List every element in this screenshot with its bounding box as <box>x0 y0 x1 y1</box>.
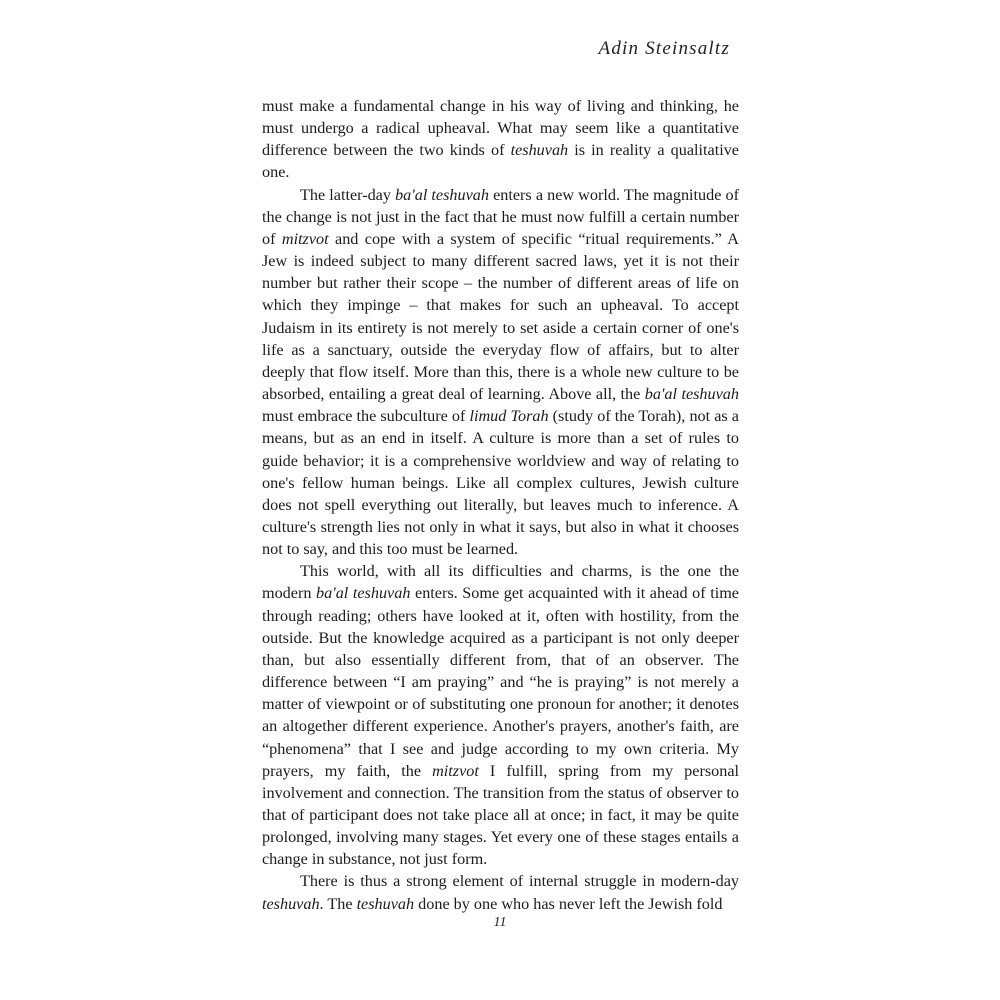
text-run: is in reality a qualitative one. <box>262 141 739 182</box>
italic-term: ba'al teshuvah <box>395 185 489 204</box>
text-run: This world, with all its difficulties and charms, is the one the modern <box>262 562 739 603</box>
paragraph-4 <box>262 870 739 914</box>
page-number: 11 <box>493 915 507 930</box>
italic-term: teshuvah <box>262 894 320 913</box>
italic-term: ba'al teshuvah <box>644 385 739 404</box>
paragraph-2 <box>262 184 739 561</box>
text-run: (study of the Torah), not as a means, but as an end in itself. A culture is more than a set of rules to guide behavior; it is a comprehensive worldview and way of relating to one's fellow human beings. Like all complex cultures, Jewish culture does not spell everything out literally, but leaves much to inference. A culture's strength lies not only in what it says, but also in what it chooses not to say, and this too must be learned. <box>262 407 739 559</box>
italic-term: teshuvah <box>356 894 415 913</box>
italic-term: limud Torah <box>469 407 549 426</box>
running-head: Adin Steinsaltz <box>598 38 730 59</box>
text-run: enters. Some get acquainted with it ahead of time through reading; others have looked at it, often with hostility, from the outside. But the knowledge acquired as a participant is not only deeper than, but also essentially different from, that of an observer. The difference between “I am praying” and “he is praying” is not merely a matter of viewpoint or of substituting one pronoun for another; it denotes an altogether different experience. Another's prayers, another's faith, are “phenomena” that I see and judge according to my own criteria. My prayers, my faith, the <box>262 584 739 780</box>
text-run: . The <box>319 894 357 913</box>
italic-term: mitzvot <box>281 229 329 248</box>
italic-term: teshuvah <box>510 141 569 160</box>
text-run: must embrace the subculture of <box>262 407 470 426</box>
text-run: There is thus a strong element of internal struggle in modern-day <box>300 872 739 891</box>
paragraph-3 <box>262 560 739 870</box>
text-run: The latter-day <box>300 185 396 204</box>
text-run: done by one who has never left the Jewish fold <box>414 894 723 913</box>
text-run: must make a fundamental change in his way of living and thinking, he must undergo a radical upheaval. What may seem like a quantitative difference between the two kinds of <box>262 97 739 160</box>
body-text <box>262 95 739 915</box>
paragraph-1 <box>262 95 739 184</box>
italic-term: ba'al teshuvah <box>316 584 411 603</box>
text-run: I fulfill, spring from my personal involvement and connection. The transition from the status of observer to that of participant does not take place all at once; in fact, it may be quite prolonged, involving many stages. Yet every one of these stages entails a change in substance, not just form. <box>262 761 740 869</box>
italic-term: mitzvot <box>432 761 479 780</box>
text-run: and cope with a system of specific “ritual requirements.” A Jew is indeed subject to many different sacred laws, yet it is not their number but rather their scope – the number of different areas of life on which they impinge – that makes for such an upheaval. To accept Judaism in its entirety is not merely to set aside a certain corner of one's life as a sanctuary, outside the everyday flow of affairs, but to alter deeply that flow itself. More than this, there is a whole new culture to be absorbed, entailing a great deal of learning. Above all, the <box>262 229 739 404</box>
text-run: enters a new world. The magnitude of the change is not just in the fact that he must now fulfill a certain number of <box>262 185 739 248</box>
